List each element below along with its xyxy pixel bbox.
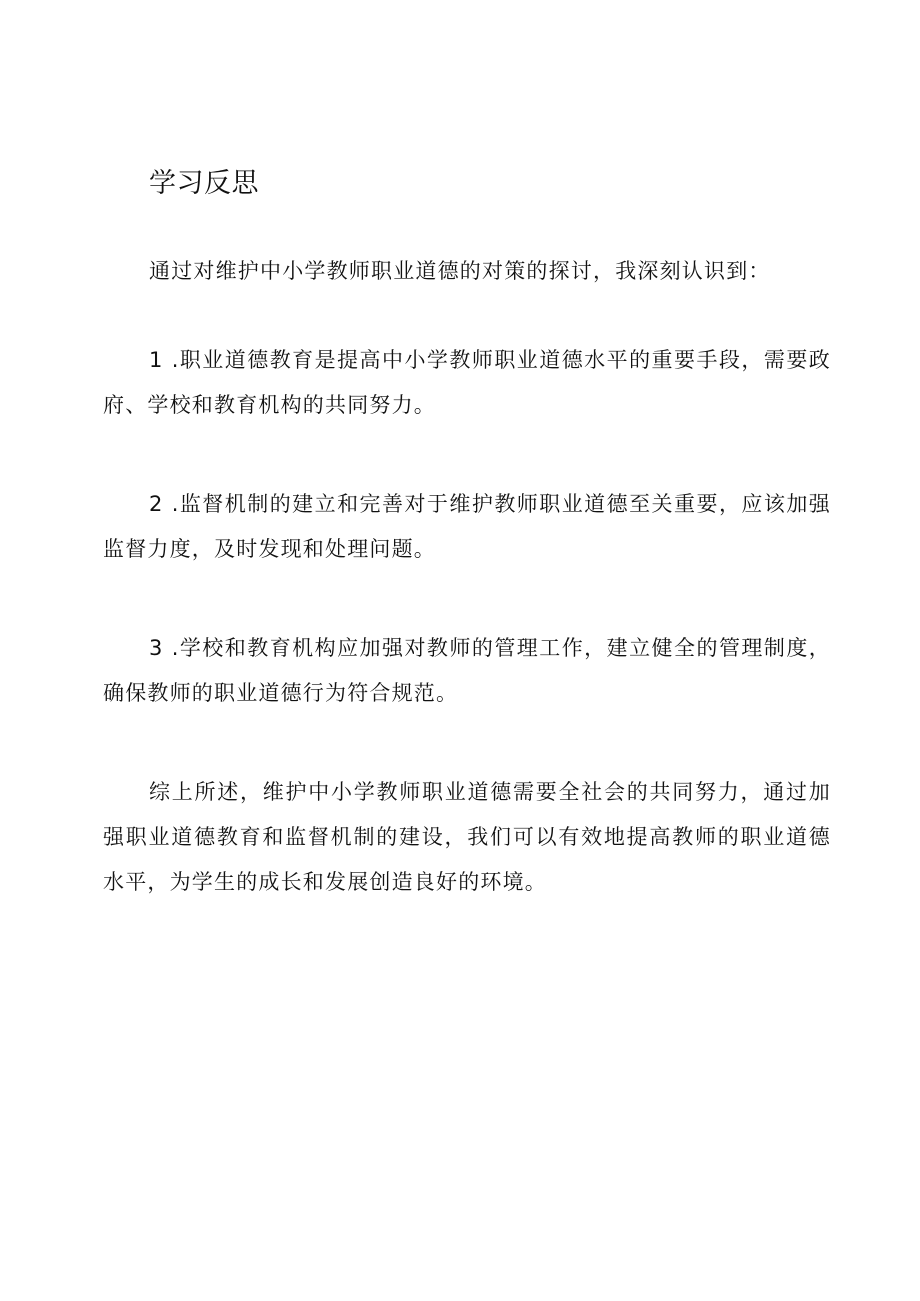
list-item: 2 .监督机制的建立和完善对于维护教师职业道德至关重要，应该加强监督力度，及时发现和处理问题。 [103, 492, 831, 561]
intro-paragraph: 通过对维护中小学教师职业道德的对策的探讨，我深刻认识到： [149, 259, 771, 283]
list-item: 3 .学校和教育机构应加强对教师的管理工作，建立健全的管理制度，确保教师的职业道德行为符合规范。 [103, 636, 831, 705]
summary-paragraph: 综上所述，维护中小学教师职业道德需要全社会的共同努力，通过加强职业道德教育和监督机制的建设，我们可以有效地提高教师的职业道德水平，为学生的成长和发展创造良好的环境。 [103, 780, 831, 894]
page-title: 学习反思 [149, 168, 259, 199]
list-item: 1 .职业道德教育是提高中小学教师职业道德水平的重要手段，需要政府、学校和教育机构的共同努力。 [103, 348, 831, 417]
